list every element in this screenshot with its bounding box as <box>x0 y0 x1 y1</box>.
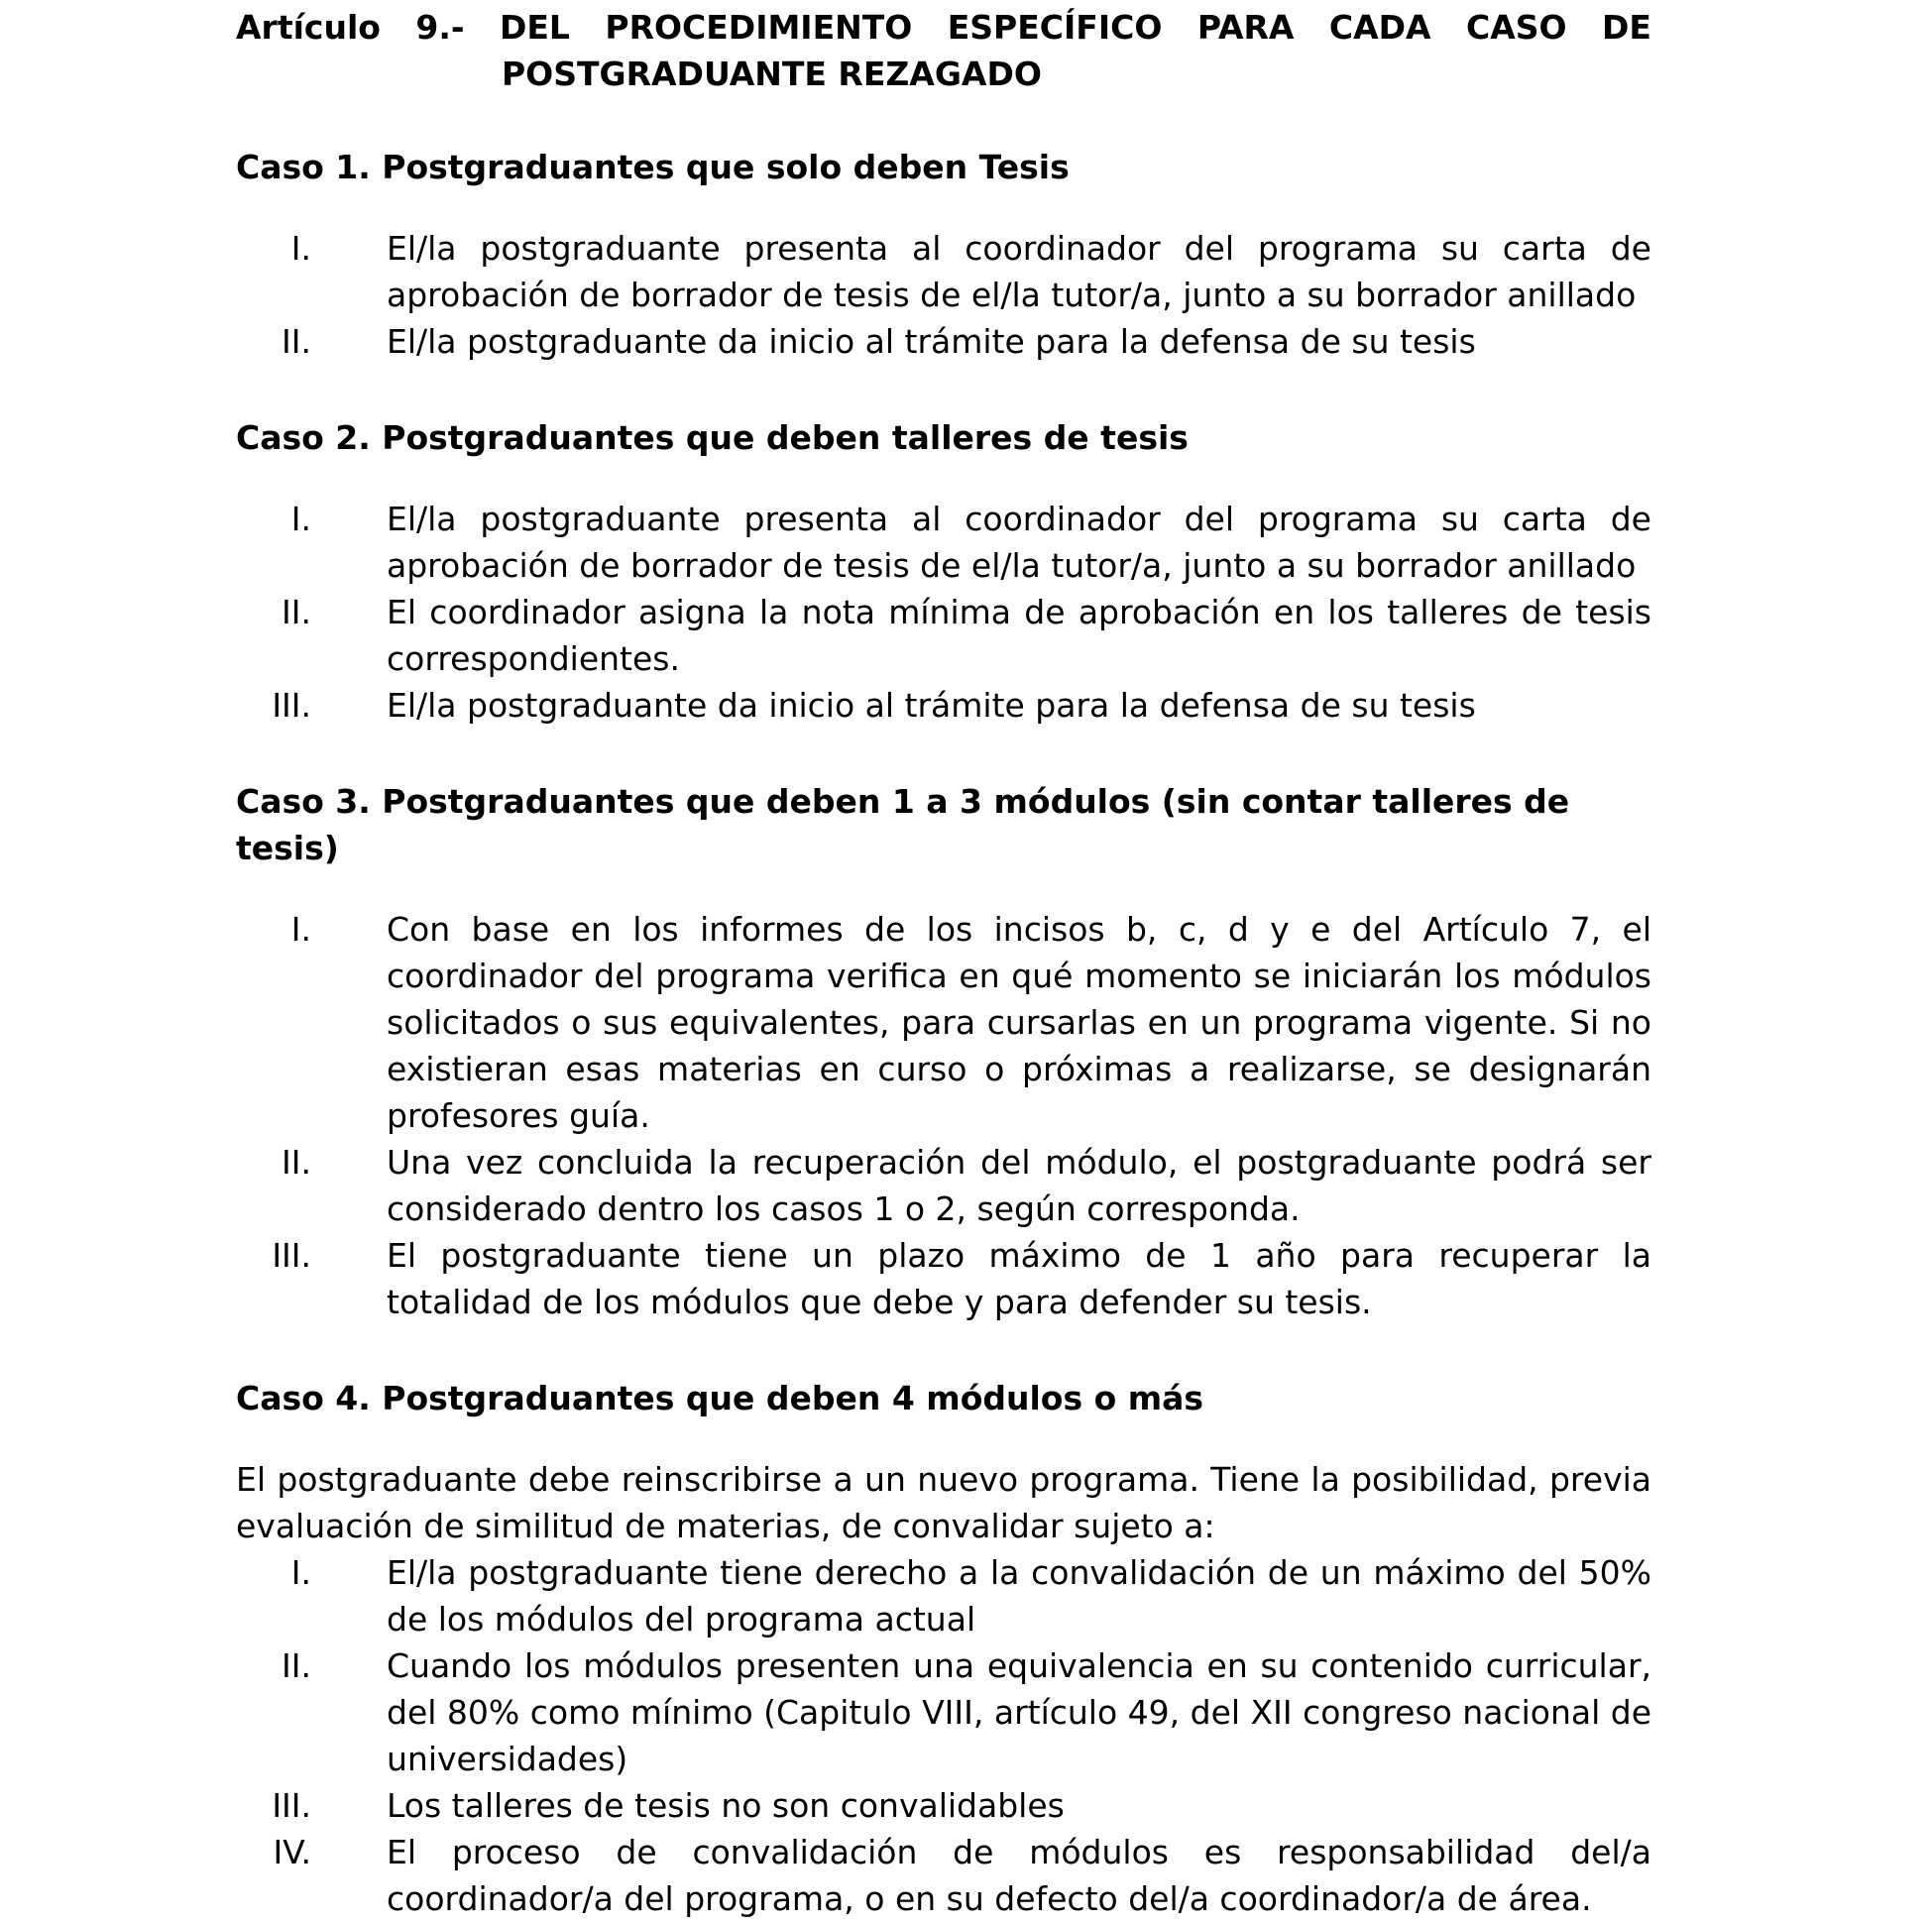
case-heading: Caso 1. Postgraduantes que solo deben Tesis <box>236 148 1070 186</box>
item-text: El/la postgraduante da inicio al trámite para la defensa de su tesis <box>387 686 1476 725</box>
item-text: El/la postgraduante presenta al coordinador del programa su carta de aprobación de borrador de tesis de el/la tutor/a, junto a su borrador anillado <box>387 500 1651 585</box>
list-item <box>236 225 1651 318</box>
case-heading: Caso 3. Postgraduantes que deben 1 a 3 módulos (sin contar talleres de tesis) <box>236 782 1570 867</box>
item-number: II. <box>282 322 311 361</box>
title-word: CASO <box>1466 8 1567 47</box>
item-number: II. <box>282 1143 311 1182</box>
article-title <box>236 4 1651 51</box>
item-text: El/la postgraduante tiene derecho a la convalidación de un máximo del 50% de los módulos del programa actual <box>387 1553 1651 1639</box>
case-section <box>236 778 1651 1325</box>
case-list <box>236 496 1651 729</box>
item-text: El postgraduante tiene un plazo máximo de 1 año para recuperar la totalidad de los módulos que debe y para defender su tesis. <box>387 1236 1651 1321</box>
article-title-continuation: POSTGRADUANTE REZAGADO <box>502 55 1042 93</box>
title-word: PARA <box>1196 8 1295 47</box>
list-item <box>236 1232 1651 1325</box>
list-item <box>236 496 1651 589</box>
list-item <box>236 682 1651 729</box>
case-intro: El postgraduante debe reinscribirse a un nuevo programa. Tiene la posibilidad, previa evaluación de similitud de materias, de convalidar sujeto a: <box>236 1460 1651 1545</box>
item-text: Una vez concluida la recuperación del módulo, el postgraduante podrá ser considerado dentro los casos 1 o 2, según corresponda. <box>387 1143 1651 1228</box>
case-section <box>236 414 1651 729</box>
list-item <box>236 1829 1651 1922</box>
item-text: Con base en los informes de los incisos b, c, d y e del Artículo 7, el coordinador del programa verifica en qué momento se iniciarán los módulos solicitados o sus equivalentes, para cursarlas en un programa vigente. Si no existieran esas materias en curso o próximas a realizarse, se designarán profesores guía. <box>387 910 1651 1135</box>
list-item <box>236 318 1651 365</box>
item-number: III. <box>272 1236 311 1275</box>
item-number: III. <box>272 686 311 725</box>
item-number: I. <box>290 229 311 268</box>
item-number: II. <box>282 593 311 631</box>
list-item <box>236 589 1651 682</box>
item-number: II. <box>282 1646 311 1685</box>
case-list <box>236 1549 1651 1922</box>
case-heading: Caso 2. Postgraduantes que deben talleres de tesis <box>236 418 1189 457</box>
item-number: I. <box>290 1553 311 1592</box>
list-item <box>236 906 1651 1139</box>
list-item <box>236 1139 1651 1232</box>
list-item <box>236 1642 1651 1782</box>
item-text: Los talleres de tesis no son convalidables <box>387 1786 1065 1825</box>
document-page <box>236 4 1651 1922</box>
title-word: PROCEDIMIENTO <box>605 8 913 47</box>
case-section <box>236 1375 1651 1922</box>
title-word: DEL <box>500 8 570 47</box>
case-list <box>236 906 1651 1325</box>
item-text: Cuando los módulos presenten una equivalencia en su contenido curricular, del 80% como mínimo (Capitulo VIII, artículo 49, del XII congreso nacional de universidades) <box>387 1646 1651 1778</box>
item-number: I. <box>290 500 311 538</box>
title-word: CADA <box>1328 8 1431 47</box>
list-item <box>236 1549 1651 1642</box>
item-number: IV. <box>273 1833 311 1871</box>
title-word: ESPECÍFICO <box>947 8 1163 47</box>
item-text: El/la postgraduante presenta al coordinador del programa su carta de aprobación de borrador de tesis de el/la tutor/a, junto a su borrador anillado <box>387 229 1651 314</box>
case-heading: Caso 4. Postgraduantes que deben 4 módulos o más <box>236 1379 1204 1417</box>
list-item <box>236 1782 1651 1829</box>
title-word: Artículo <box>236 8 381 47</box>
case-section <box>236 144 1651 365</box>
item-number: III. <box>272 1786 311 1825</box>
item-number: I. <box>290 910 311 949</box>
item-text: El/la postgraduante da inicio al trámite para la defensa de su tesis <box>387 322 1476 361</box>
title-word: DE <box>1602 8 1651 47</box>
title-word: 9.- <box>415 8 465 47</box>
item-text: El proceso de convalidación de módulos es responsabilidad del/a coordinador/a del programa, o en su defecto del/a coordinador/a de área. <box>387 1833 1651 1918</box>
item-text: El coordinador asigna la nota mínima de aprobación en los talleres de tesis correspondientes. <box>387 593 1651 678</box>
case-list <box>236 225 1651 365</box>
